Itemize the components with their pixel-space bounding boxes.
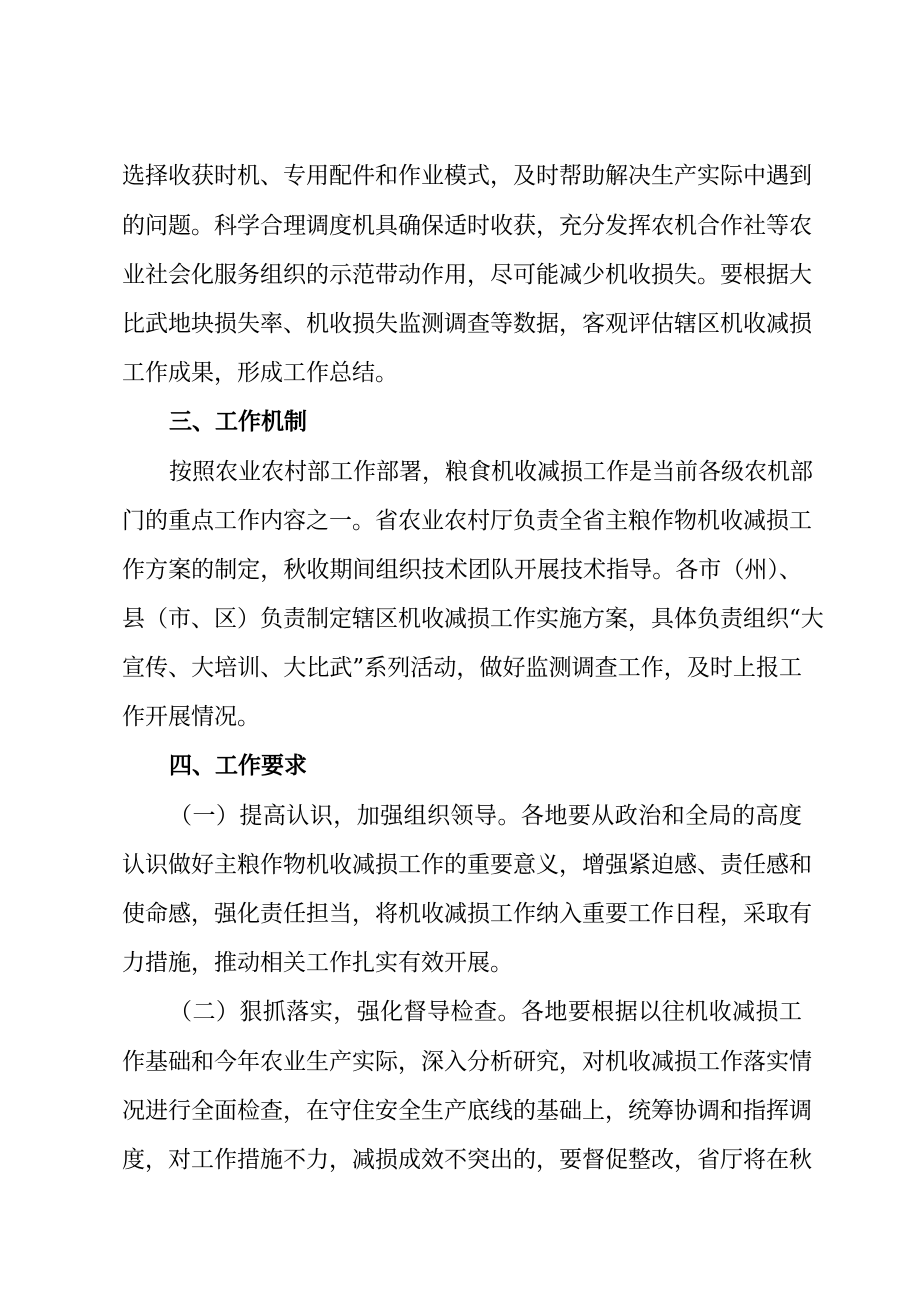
body-text-line: 业社会化服务组织的示范带动作用，尽可能减少机收损失。要根据大 [122,262,812,288]
body-text-line: 使命感，强化责任担当，将机收减损工作纳入重要工作日程，采取有 [122,901,812,927]
body-text-line: 力措施，推动相关工作扎实有效开展。 [122,950,513,976]
body-text-line: 度，对工作措施不力，减损成效不突出的，要督促整改，省厅将在秋 [122,1147,812,1173]
body-text-line: 门的重点工作内容之一。省农业农村厅负责全省主粮作物机收减损工 [122,508,812,534]
body-text-line: （一）提高认识，加强组织领导。各地要从政治和全局的高度 [169,803,802,829]
section-heading: 四、工作要求 [169,753,307,779]
section-heading: 三、工作机制 [169,409,307,435]
body-text-line: （二）狠抓落实，强化督导检查。各地要根据以往机收减损工 [169,999,802,1025]
body-text-line: 按照农业农村部工作部署，粮食机收减损工作是当前各级农机部 [169,459,813,485]
body-text-line: 作开展情况。 [122,704,260,730]
body-text-line: 的问题。科学合理调度机具确保适时收获，充分发挥农机合作社等农 [122,213,812,239]
body-text-line: 认识做好主粮作物机收减损工作的重要意义，增强紧迫感、责任感和 [122,852,812,878]
body-text-line: 宣传、大培训、大比武”系列活动，做好监测调查工作，及时上报工 [122,655,802,681]
body-text-line: 选择收获时机、专用配件和作业模式，及时帮助解决生产实际中遇到 [122,163,812,189]
body-text-line: 作方案的制定，秋收期间组织技术团队开展技术指导。各市（州）、 [122,557,802,583]
body-text-line: 作基础和今年农业生产实际，深入分析研究，对机收减损工作落实情 [122,1049,812,1075]
body-text-line: 况进行全面检查，在守住安全生产底线的基础上，统筹协调和指挥调 [122,1098,812,1124]
body-text-line: 比武地块损失率、机收损失监测调查等数据，客观评估辖区机收减损 [122,311,812,337]
body-text-line: 县（市、区）负责制定辖区机收减损工作实施方案，具体负责组织“大 [122,606,824,632]
body-text-line: 工作成果，形成工作总结。 [122,360,398,386]
